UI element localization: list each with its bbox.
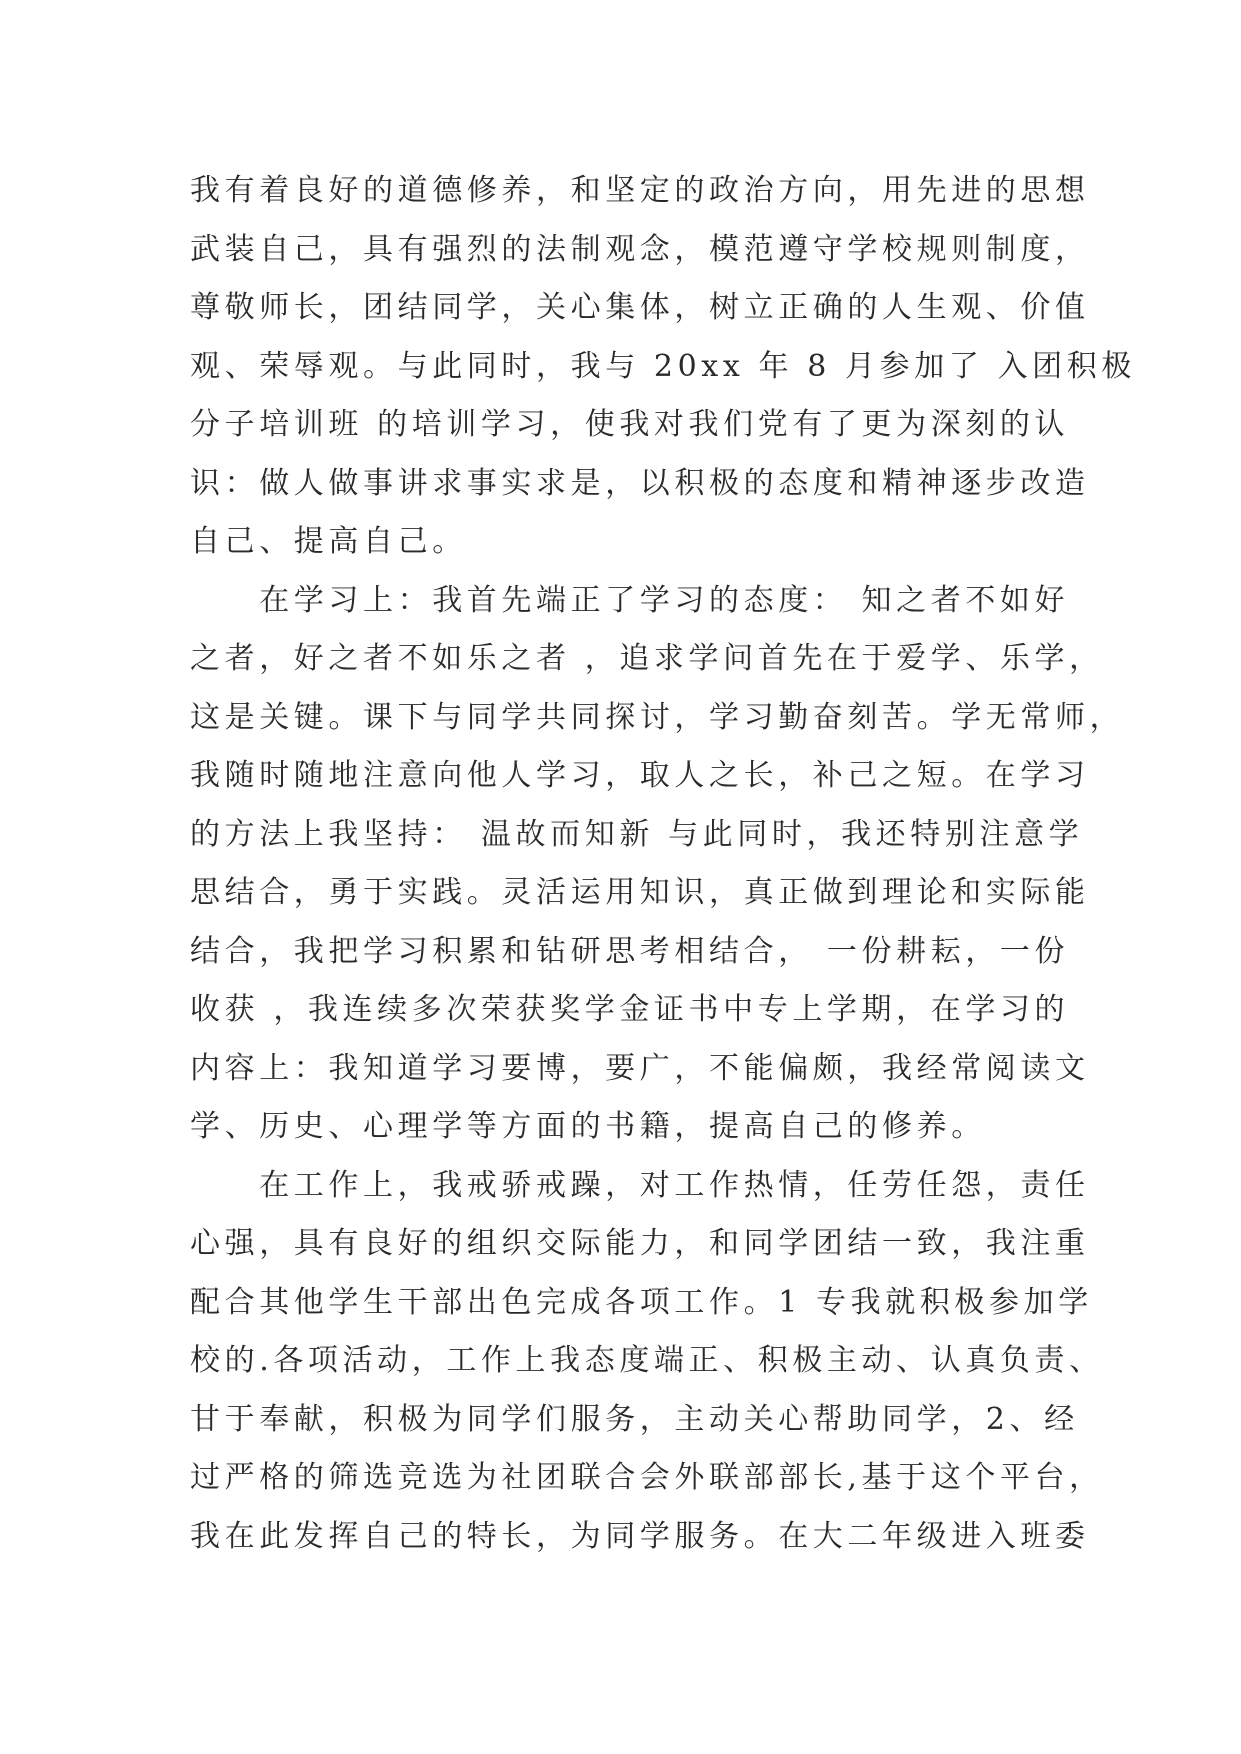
text-line: 我随时随地注意向他人学习，取人之长，补己之短。在学习 xyxy=(190,758,1090,793)
text-line: 观、荣辱观。与此同时，我与 20xx 年 8 月参加了 入团积极 xyxy=(190,348,1136,384)
text-line: 这是关键。课下与同学共同探讨，学习勤奋刻苦。学无常师， xyxy=(190,699,1125,735)
text-line: 过严格的筛选竞选为社团联合会外联部部长,基于这个平台， xyxy=(190,1460,1104,1495)
text-line: 之者，好之者不如乐之者 ，追求学问首先在于爱学、乐学， xyxy=(190,641,1104,676)
text-line: 内容上：我知道学习要博，要广，不能偏颇，我经常阅读文 xyxy=(190,1050,1090,1086)
text-line: 配合其他学生干部出色完成各项工作。1 专我就积极参加学 xyxy=(190,1284,1093,1320)
text-line: 结合，我把学习积累和钻研思考相结合， 一份耕耘，一份 xyxy=(190,933,1070,969)
text-line: 在学习上：我首先端正了学习的态度： 知之者不如好 xyxy=(190,582,1070,618)
text-line: 校的.各项活动，工作上我态度端正、积极主动、认真负责、 xyxy=(190,1343,1104,1378)
text-line: 心强，具有良好的组织交际能力，和同学团结一致，我注重 xyxy=(190,1226,1090,1261)
text-line: 自己、提高自己。 xyxy=(190,524,467,559)
document-body-text xyxy=(190,162,1136,1566)
text-line: 尊敬师长，团结同学，关心集体，树立正确的人生观、价值 xyxy=(190,290,1090,325)
text-line: 武装自己，具有强烈的法制观念，模范遵守学校规则制度， xyxy=(190,231,1090,267)
text-line: 思结合，勇于实践。灵活运用知识，真正做到理论和实际能 xyxy=(190,875,1090,910)
text-line: 我有着良好的道德修养，和坚定的政治方向，用先进的思想 xyxy=(190,173,1090,208)
text-line: 识：做人做事讲求事实求是，以积极的态度和精神逐步改造 xyxy=(190,465,1090,501)
text-line: 分子培训班 的培训学习，使我对我们党有了更为深刻的认 xyxy=(190,407,1070,442)
text-line: 甘于奉献，积极为同学们服务，主动关心帮助同学，2、经 xyxy=(190,1401,1079,1437)
text-line: 学、历史、心理学等方面的书籍，提高自己的修养。 xyxy=(190,1109,986,1144)
text-line: 的方法上我坚持： 温故而知新 与此同时，我还特别注意学 xyxy=(190,816,1084,852)
text-line: 在工作上，我戒骄戒躁，对工作热情，任劳任怨，责任 xyxy=(190,1167,1090,1203)
text-line: 收获 ，我连续多次荣获奖学金证书中专上学期，在学习的 xyxy=(190,992,1070,1027)
text-line: 我在此发挥自己的特长，为同学服务。在大二年级进入班委 xyxy=(190,1518,1090,1554)
